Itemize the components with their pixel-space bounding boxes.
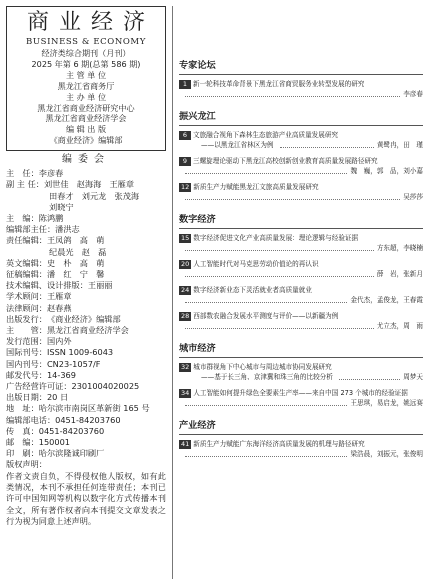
staff-value: 0451-84203760 — [55, 414, 121, 425]
toc-article[interactable] — [179, 182, 423, 202]
toc-article[interactable] — [179, 259, 423, 279]
staff-row — [6, 325, 166, 336]
article-title: 人工智能时代对马克思劳动价值论的再认识 — [193, 260, 319, 268]
staff-value: 2301004020025 — [71, 381, 140, 392]
board-director — [6, 168, 166, 179]
article-title: 文旅融合视角下森林生态旅游产业高质量发展研究 — [193, 131, 339, 139]
article-title-line — [179, 311, 423, 321]
staff-label: 法律顾问： — [6, 302, 47, 313]
article-title-line — [179, 259, 423, 269]
board-vice-row-3: 刘晓宁 — [49, 201, 74, 212]
organizer-unit-1: 黑龙江省商业经济研究中心 — [37, 102, 135, 113]
staff-row — [6, 370, 166, 381]
page-number-badge: 15 — [181, 233, 190, 242]
article-author: 魏 巍，郭 品，刘小嘉 — [350, 167, 423, 175]
staff-list — [6, 224, 166, 470]
article-author: 黄鹭冉，田 瑾 — [376, 141, 423, 149]
article-title: 新一轮科技革命背景下黑龙江省商贸服务业转型发展的研究 — [193, 80, 365, 88]
article-title: 三螺旋理论驱动下黑龙江高校创新创业教育高质量发展路径研究 — [193, 157, 378, 165]
column-divider — [172, 6, 173, 579]
journal-type: 经济类综合期刊（月刊） — [41, 48, 131, 58]
staff-row — [6, 448, 166, 459]
page-number-badge: 32 — [181, 362, 190, 371]
article-author: 金代杰，孟俊龙，王春霞 — [350, 296, 423, 304]
staff-value: 150001 — [38, 437, 71, 448]
article-title: 人工智能如何提升绿色全要素生产率——来自中国 273 个城市的经验证据 — [193, 389, 408, 397]
staff-row — [6, 224, 166, 235]
article-author: 吴莎莎 — [403, 193, 423, 201]
staff-row — [6, 381, 166, 392]
toc-article[interactable] — [179, 285, 423, 305]
staff-row — [6, 415, 166, 426]
staff-label: 技术编辑、设计排版： — [6, 280, 88, 291]
staff-label: 出版日期： — [6, 392, 47, 403]
article-author-line — [179, 295, 423, 305]
article-author-line — [179, 192, 423, 202]
organizer-unit-2: 黑龙江省商业经济学会 — [45, 113, 127, 124]
staff-label: 责任编辑： — [6, 235, 47, 246]
journal-english-title: BUSINESS & ECONOMY — [26, 37, 146, 47]
leader-dots — [185, 276, 374, 277]
article-author-line — [179, 243, 423, 253]
article-author: 尤立杰，周 雨 — [376, 322, 423, 330]
staff-row — [6, 258, 166, 269]
leader-dots — [185, 250, 374, 251]
staff-row — [6, 403, 166, 414]
article-author: 王思琪，易启龙，姚远赛 — [350, 399, 423, 407]
page-number-badge: 28 — [181, 311, 190, 320]
staff-label: 地 址： — [6, 403, 39, 414]
article-title-line — [179, 362, 423, 372]
article-subtitle: ——基于长三角、京津冀和珠三角的比较分析 — [201, 373, 333, 381]
article-author-line — [179, 449, 423, 459]
staff-label: 印 刷： — [6, 448, 39, 459]
page-number-badge: 24 — [181, 285, 190, 294]
article-title-line — [179, 182, 423, 192]
organizer-label: 主 办 单 位 — [65, 91, 107, 102]
toc-article[interactable] — [179, 156, 423, 176]
article-subtitle-line — [179, 140, 423, 150]
leader-dots — [185, 456, 347, 457]
staff-value: 哈尔滨市南岗区革新街 165 号 — [38, 403, 150, 414]
article-title-line — [179, 79, 423, 89]
article-title-line — [179, 233, 423, 243]
article-title-line — [179, 130, 423, 140]
staff-value: 哈尔滨隆诚印刷厂 — [38, 448, 105, 459]
article-author: 薛 岩，张新月 — [376, 270, 423, 278]
page-number-badge: 1 — [179, 80, 191, 89]
page-number-badge: 12 — [181, 182, 190, 191]
article-title: 西部数农融合发展水平测度与评价——以新疆为例 — [193, 312, 339, 320]
board-chief-editor — [6, 213, 166, 224]
toc-article[interactable] — [179, 233, 423, 253]
page-number-badge: 20 — [181, 259, 190, 268]
board-chief-editor-value: 陈鸿鹏 — [38, 212, 64, 223]
editorial-board-title: 编委会 — [62, 154, 110, 166]
leader-dots — [280, 147, 374, 148]
staff-row — [6, 269, 166, 280]
toc-article[interactable] — [179, 439, 423, 459]
article-title: 数字经济新业态下灵活就业者高质量就业 — [193, 286, 312, 294]
section-title: 振兴龙江 — [179, 111, 423, 126]
staff-label: 广告经营许可证： — [6, 381, 72, 392]
staff-label: 邮发代号： — [6, 369, 47, 380]
staff-row — [6, 392, 166, 403]
article-title: 新质生产力赋能广东海洋经济高质量发展的机理与路径研究 — [193, 440, 365, 448]
board-vice — [6, 179, 166, 190]
staff-row — [6, 426, 166, 437]
leader-dots — [185, 173, 347, 174]
staff-label: 征稿编辑： — [6, 268, 47, 279]
staff-value: 版权声明： — [6, 459, 47, 470]
staff-label: 邮 编： — [6, 437, 39, 448]
staff-value: 国内外 — [46, 336, 72, 347]
article-author-line — [179, 321, 423, 331]
staff-label: 国内刊号： — [6, 358, 47, 369]
article-title-line — [179, 439, 423, 449]
board-chief-editor-label: 主 编： — [6, 212, 39, 223]
board-director-label: 主 任： — [6, 168, 39, 179]
staff-value: CN23-1057/F — [46, 358, 101, 369]
toc-article[interactable] — [179, 311, 423, 331]
editor-unit: 《商业经济》编辑部 — [49, 135, 123, 146]
staff-value: 王凤鸽 高 萌 — [46, 235, 105, 246]
article-subtitle-line — [179, 372, 423, 382]
toc-article[interactable] — [179, 388, 423, 408]
staff-value: 王雁章 — [46, 291, 72, 302]
leader-dots — [185, 199, 400, 200]
masthead-column — [6, 6, 166, 577]
toc-article[interactable] — [179, 130, 423, 150]
editor-label: 编 辑 出 版 — [65, 124, 107, 135]
toc-article[interactable] — [179, 362, 423, 382]
page-number-badge: 41 — [181, 439, 190, 448]
section-title: 数字经济 — [179, 214, 423, 229]
staff-row — [6, 303, 166, 314]
staff-value: 14-369 — [46, 369, 76, 380]
staff-value: 赵春燕 — [46, 302, 72, 313]
staff-value: 0451-84203760 — [38, 425, 105, 436]
copyright-statement: 作者文责自负，不得侵权他人版权，如有此类情况，本刊不承担任何连带责任；本刊已许可中国知网等机构以数字化方式传播本刊全文，所有著作权者向本刊提交文章发表之行为视为同意上述声明。 — [6, 470, 166, 526]
leader-dots — [185, 328, 374, 329]
staff-value: 潘 红 宁 馨 — [46, 268, 105, 279]
article-title: 新质生产力赋能黑龙江文旅高质量发展研究 — [193, 183, 319, 191]
article-author-line — [179, 398, 423, 408]
board-vice-continued — [6, 191, 166, 202]
staff-value: 纪晨光 赵 磊 — [49, 246, 107, 257]
staff-label: 传 真： — [6, 425, 39, 436]
staff-row — [6, 347, 166, 358]
table-of-contents — [179, 60, 423, 465]
article-author: 梁浩晨，刘振元，张俊明 — [350, 450, 423, 458]
staff-row — [6, 280, 166, 291]
staff-row — [6, 247, 166, 258]
staff-row — [6, 235, 166, 246]
toc-article[interactable] — [179, 79, 423, 99]
staff-label: 编辑部主任： — [6, 224, 56, 235]
article-author-line — [179, 269, 423, 279]
staff-row — [6, 459, 166, 470]
staff-label: 英文编辑： — [6, 257, 47, 268]
board-vice-row-1: 刘世佳 赵海海 王雁章 — [43, 179, 135, 190]
page-number-badge: 6 — [179, 131, 191, 140]
journal-title: 商业经济 — [26, 10, 155, 35]
page-number-badge: 9 — [179, 157, 191, 166]
article-author: 李彦春 — [403, 90, 423, 98]
section-title: 城市经济 — [179, 343, 423, 358]
staff-value: 黑龙江省商业经济学会 — [46, 325, 129, 335]
section-title: 产业经济 — [179, 420, 423, 435]
staff-label: 主 管： — [6, 325, 47, 335]
staff-value: 王丽丽 — [87, 280, 113, 291]
article-title: 城市群视角下中心城市与周边城市协同发展研究 — [193, 363, 332, 371]
staff-value: 《商业经济》编辑部 — [46, 313, 121, 324]
staff-row — [6, 359, 166, 370]
article-title-line — [179, 285, 423, 295]
article-title-line — [179, 156, 423, 166]
article-title: 数字经济促进文化产业高质量发展：理论逻辑与经验证据 — [193, 234, 359, 242]
board-vice-row-2: 田春才 刘元龙 张茂海 — [49, 190, 140, 201]
staff-row — [6, 314, 166, 325]
article-author-line — [179, 166, 423, 176]
staff-value: 20 日 — [46, 392, 69, 403]
supervisor-unit: 黑龙江省商务厅 — [57, 80, 115, 91]
staff-label: 发行范围： — [6, 336, 47, 347]
staff-value: ISSN 1009-6043 — [46, 347, 114, 358]
board-vice-label: 副 主 任： — [6, 179, 44, 190]
article-author-line — [179, 89, 423, 99]
staff-row — [6, 291, 166, 302]
staff-label: 学术顾问： — [6, 291, 47, 302]
leader-dots — [185, 96, 400, 97]
staff-row — [6, 336, 166, 347]
leader-dots — [339, 379, 400, 380]
article-author: 周梦天 — [403, 373, 423, 381]
staff-value: 史 朴 高 萌 — [46, 257, 105, 268]
article-subtitle: ——以黑龙江省林区为例 — [201, 141, 274, 149]
leader-dots — [185, 302, 347, 303]
staff-label: 出版发行： — [6, 313, 47, 324]
board-vice-continued — [6, 202, 166, 213]
section-title: 专家论坛 — [179, 60, 423, 75]
article-title-line — [179, 388, 423, 398]
board-director-value: 李彦春 — [38, 168, 64, 179]
issue-number: 2025 年第 6 期(总第 586 期) — [31, 58, 141, 69]
article-author: 方东超，李晓楠 — [376, 244, 423, 252]
supervisor-label: 主 管 单 位 — [65, 69, 107, 80]
page-number-badge: 34 — [181, 388, 190, 397]
staff-row — [6, 437, 166, 448]
staff-label: 国际刊号： — [6, 347, 47, 358]
masthead-box — [6, 6, 166, 151]
staff-value: 潘洪志 — [55, 224, 80, 235]
leader-dots — [185, 405, 347, 406]
staff-label: 编辑部电话： — [6, 414, 56, 425]
